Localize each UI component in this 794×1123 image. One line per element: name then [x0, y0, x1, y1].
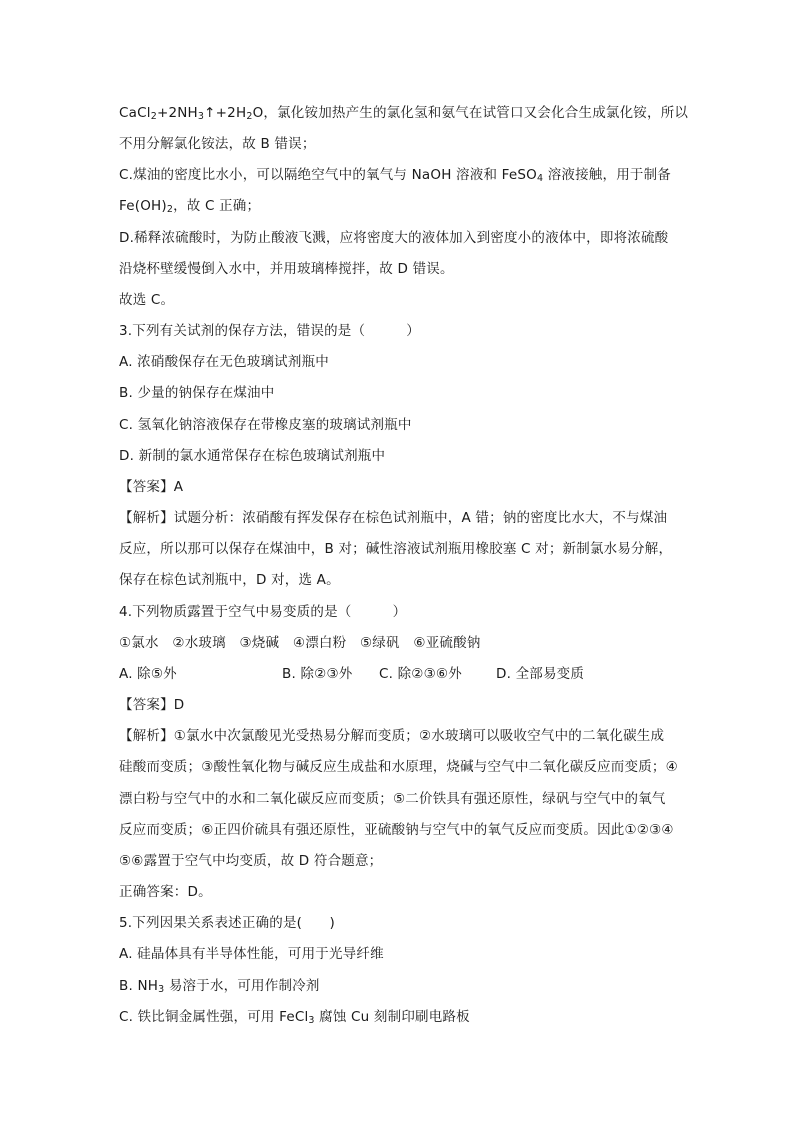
question-4-stem: 4.下列物质露置于空气中易变质的是（ ） — [119, 604, 407, 620]
question-3-explanation: 【解析】试题分析：浓硝酸有挥发保存在棕色试剂瓶中，A 错；钠的密度比水大，不与煤油 — [119, 510, 668, 526]
question-5-option-b: B. $NH_3$ 易溶于水，可用作制冷剂 — [119, 978, 320, 995]
question-4-option-a: A. 除⑤外 — [119, 666, 177, 682]
question-3-answer: 【答案】A — [119, 479, 184, 495]
question-4-explanation: 【解析】①氯水中次氯酸见光受热易分解而变质；②水玻璃可以吸收空气中的二氧化碳生成 — [119, 728, 665, 744]
text-line: $Fe(OH)_2$，故 C 正确； — [119, 198, 261, 215]
question-4-option-d: D. 全部易变质 — [496, 666, 585, 682]
question-5-option-a: A. 硅晶体具有半导体性能，可用于光导纤维 — [119, 946, 384, 962]
text-line: D.稀释浓硫酸时，为防止酸液飞溅，应将密度大的液体加入到密度小的液体中，即将浓硫酸 — [119, 230, 669, 246]
question-3-option-d: D. 新制的氯水通常保存在棕色玻璃试剂瓶中 — [119, 448, 386, 464]
text-line: 沿烧杯壁缓慢倒入水中，并用玻璃棒搅拌，故 D 错误。 — [119, 261, 454, 277]
question-5-stem: 5.下列因果关系表述正确的是( ) — [119, 915, 336, 931]
question-3-option-a: A. 浓硝酸保存在无色玻璃试剂瓶中 — [119, 354, 329, 370]
text-line: 故选 C。 — [119, 292, 175, 308]
question-4-option-b: B. 除②③外 — [282, 666, 353, 682]
question-3-stem: 3.下列有关试剂的保存方法，错误的是（ ） — [119, 323, 420, 339]
question-3-option-c: C. 氢氧化钠溶液保存在带橡皮塞的玻璃试剂瓶中 — [119, 417, 412, 433]
question-3-explanation: 反应，所以那可以保存在煤油中，B 对；碱性溶液试剂瓶用橡胶塞 C 对；新制氯水易分解， — [119, 541, 673, 557]
question-4-explanation: 反应而变质；⑥正四价硫具有强还原性，亚硫酸钠与空气中的氧气反应而变质。因此①②③④ — [119, 822, 674, 838]
text-line: $CaCl_2+2NH_3↑+2H_2O$，氯化铵加热产生的氯化氢和氨气在试管口又会化合生成氯化铵，所以 — [119, 105, 689, 122]
question-4-answer: 【答案】D — [119, 697, 185, 713]
question-3-explanation: 保存在棕色试剂瓶中，D 对，选 A。 — [119, 572, 340, 588]
question-4-option-c: C. 除②③⑥外 — [379, 666, 462, 682]
question-5-option-c: C. 铁比铜金属性强，可用 FeCl$_3$ 腐蚀 Cu 刻制印刷电路板 — [119, 1009, 470, 1026]
question-4-explanation: 漂白粉与空气中的水和二氧化碳反应而变质；⑤二价铁具有强还原性，绿矾与空气中的氧气 — [119, 791, 666, 807]
question-3-option-b: B. 少量的钠保存在煤油中 — [119, 385, 275, 401]
question-4-explanation: 硅酸而变质；③酸性氧化物与碱反应生成盐和水原理，烧碱与空气中二氧化碳反应而变质；④ — [119, 759, 678, 775]
question-4-final-answer: 正确答案：D。 — [119, 884, 212, 900]
question-4-explanation: ⑤⑥露置于空气中均变质，故 D 符合题意； — [119, 853, 383, 869]
text-line: C.煤油的密度比水小，可以隔绝空气中的氧气与 NaOH 溶液和 FeSO$_4$ 溶液接触，用于制备 — [119, 167, 672, 184]
text-line: 不用分解氯化铵法，故 B 错误； — [119, 136, 316, 152]
question-4-items: ①氯水 ②水玻璃 ③烧碱 ④漂白粉 ⑤绿矾 ⑥亚硫酸钠 — [119, 635, 481, 651]
